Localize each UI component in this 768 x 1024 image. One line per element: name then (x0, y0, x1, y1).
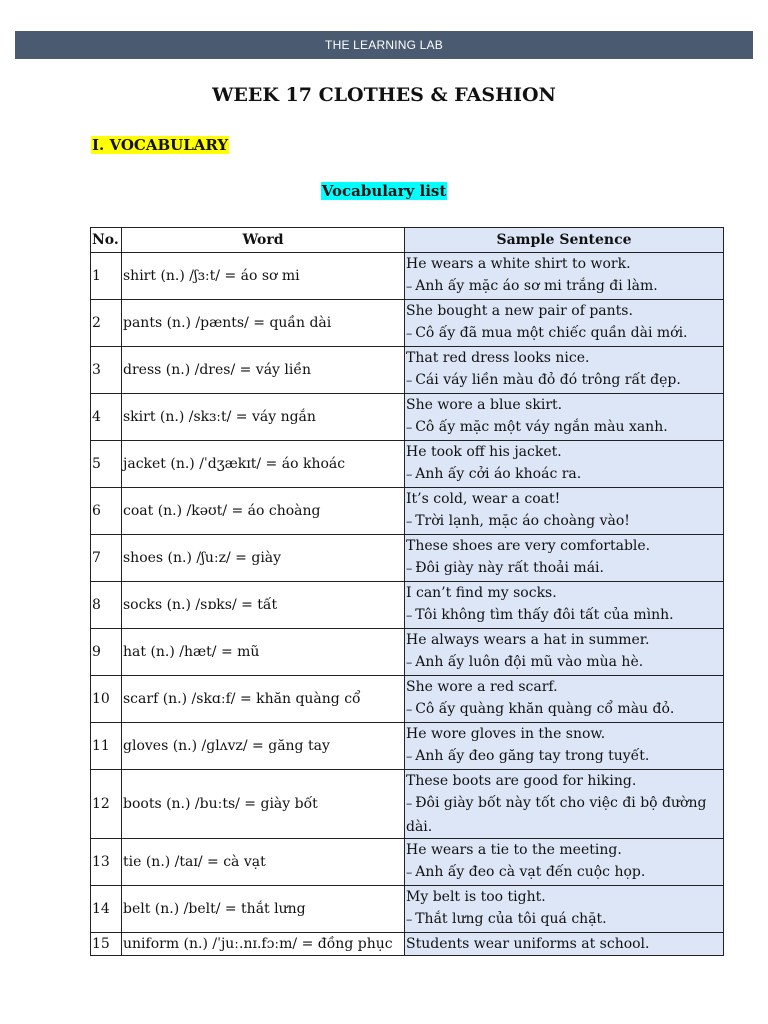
sample-sentence-cell (405, 676, 724, 723)
row-number: 15 (91, 933, 122, 956)
sample-sentence-vietnamese (406, 861, 722, 885)
table-row (91, 723, 724, 770)
sample-sentence-vietnamese (406, 604, 722, 628)
sample-sentence-vietnamese (406, 322, 722, 346)
sample-sentence-vietnamese (406, 792, 722, 838)
vocabulary-word: boots (n.) /buːts/ = giày bốt (122, 770, 405, 839)
sample-sentence-cell (405, 253, 724, 300)
translation-arrow: -- (406, 564, 412, 575)
sample-sentence-english: She wore a blue skirt. (406, 397, 563, 413)
subtitle-container (0, 181, 768, 200)
row-number: 3 (91, 347, 122, 394)
sample-sentence-vietnamese (406, 698, 722, 722)
sample-sentence-cell (405, 441, 724, 488)
sample-sentence-vietnamese (406, 510, 722, 534)
translation-text: Anh ấy mặc áo sơ mi trắng đi làm. (415, 278, 658, 294)
row-number: 14 (91, 886, 122, 933)
sample-sentence-cell (405, 582, 724, 629)
translation-text: Thắt lưng của tôi quá chặt. (415, 911, 607, 927)
translation-text: Đôi giày này rất thoải mái. (415, 560, 604, 576)
sample-sentence-cell (405, 839, 724, 886)
translation-text: Cái váy liền màu đỏ đó trông rất đẹp. (415, 372, 681, 388)
translation-text: Tôi không tìm thấy đôi tất của mình. (415, 607, 674, 623)
row-number: 9 (91, 629, 122, 676)
sample-sentence-vietnamese (406, 745, 722, 769)
translation-arrow: -- (406, 611, 412, 622)
sample-sentence-english: She wore a red scarf. (406, 679, 558, 695)
column-header-no: No. (91, 228, 122, 253)
section-heading: I. VOCABULARY (92, 136, 229, 154)
translation-arrow: -- (406, 799, 412, 810)
vocabulary-word: socks (n.) /sɒks/ = tất (122, 582, 405, 629)
translation-arrow: -- (406, 705, 412, 716)
vocabulary-word: uniform (n.) /ˈjuː.nɪ.fɔːm/ = đồng phục (122, 933, 405, 956)
translation-arrow: -- (406, 868, 412, 879)
table-row (91, 347, 724, 394)
sample-sentence-english: My belt is too tight. (406, 889, 546, 905)
sample-sentence-cell (405, 886, 724, 933)
sample-sentence-vietnamese (406, 369, 722, 393)
column-header-sample-sentence: Sample Sentence (405, 228, 724, 253)
translation-text: Trời lạnh, mặc áo choàng vào! (415, 513, 630, 529)
sample-sentence-cell (405, 300, 724, 347)
translation-arrow: -- (406, 658, 412, 669)
vocabulary-word: hat (n.) /hæt/ = mũ (122, 629, 405, 676)
row-number: 12 (91, 770, 122, 839)
row-number: 1 (91, 253, 122, 300)
translation-text: Anh ấy đeo găng tay trong tuyết. (415, 748, 650, 764)
row-number: 7 (91, 535, 122, 582)
table-row (91, 886, 724, 933)
page-title: WEEK 17 CLOTHES & FASHION (212, 84, 556, 106)
table-row (91, 933, 724, 956)
sample-sentence-vietnamese (406, 275, 722, 299)
table-row (91, 535, 724, 582)
row-number: 2 (91, 300, 122, 347)
vocabulary-word: scarf (n.) /skɑːf/ = khăn quàng cổ (122, 676, 405, 723)
sample-sentence-english: Students wear uniforms at school. (406, 936, 650, 952)
sample-sentence-vietnamese (406, 557, 722, 581)
vocabulary-word: skirt (n.) /skɜːt/ = váy ngắn (122, 394, 405, 441)
vocabulary-table-body (91, 253, 724, 956)
vocabulary-word: jacket (n.) /ˈdʒækɪt/ = áo khoác (122, 441, 405, 488)
sample-sentence-cell (405, 347, 724, 394)
sample-sentence-english: He wears a white shirt to work. (406, 256, 631, 272)
sample-sentence-cell (405, 723, 724, 770)
translation-arrow: -- (406, 423, 412, 434)
sample-sentence-english: That red dress looks nice. (406, 350, 590, 366)
row-number: 4 (91, 394, 122, 441)
translation-text: Cô ấy đã mua một chiếc quần dài mới. (415, 325, 688, 341)
row-number: 8 (91, 582, 122, 629)
translation-text: Anh ấy cởi áo khoác ra. (415, 466, 582, 482)
table-row (91, 253, 724, 300)
sample-sentence-english: I can’t find my socks. (406, 585, 557, 601)
vocabulary-table (90, 227, 724, 956)
sample-sentence-english: These shoes are very comfortable. (406, 538, 651, 554)
sample-sentence-english: He wore gloves in the snow. (406, 726, 606, 742)
sample-sentence-english: He took off his jacket. (406, 444, 562, 460)
sample-sentence-cell (405, 488, 724, 535)
sample-sentence-cell (405, 770, 724, 839)
table-row (91, 300, 724, 347)
row-number: 13 (91, 839, 122, 886)
sample-sentence-english: She bought a new pair of pants. (406, 303, 633, 319)
row-number: 10 (91, 676, 122, 723)
translation-arrow: -- (406, 915, 412, 926)
vocabulary-word: coat (n.) /kəʊt/ = áo choàng (122, 488, 405, 535)
translation-text: Anh ấy luôn đội mũ vào mùa hè. (415, 654, 644, 670)
translation-arrow: -- (406, 470, 412, 481)
translation-text: Đôi giày bốt này tốt cho việc đi bộ đường dài. (406, 795, 707, 835)
sample-sentence-cell (405, 535, 724, 582)
sample-sentence-vietnamese (406, 463, 722, 487)
translation-text: Cô ấy mặc một váy ngắn màu xanh. (415, 419, 668, 435)
vocabulary-word: pants (n.) /pænts/ = quần dài (122, 300, 405, 347)
table-row (91, 394, 724, 441)
sample-sentence-english: These boots are good for hiking. (406, 773, 637, 789)
vocabulary-word: shoes (n.) /ʃuːz/ = giày (122, 535, 405, 582)
translation-arrow: -- (406, 282, 412, 293)
translation-arrow: -- (406, 376, 412, 387)
row-number: 5 (91, 441, 122, 488)
column-header-word: Word (122, 228, 405, 253)
vocabulary-word: belt (n.) /belt/ = thắt lưng (122, 886, 405, 933)
table-row (91, 441, 724, 488)
table-row (91, 582, 724, 629)
translation-arrow: -- (406, 752, 412, 763)
sample-sentence-cell (405, 629, 724, 676)
vocabulary-word: dress (n.) /dres/ = váy liền (122, 347, 405, 394)
row-number: 6 (91, 488, 122, 535)
sample-sentence-english: It’s cold, wear a coat! (406, 491, 561, 507)
row-number: 11 (91, 723, 122, 770)
table-row (91, 488, 724, 535)
translation-arrow: -- (406, 329, 412, 340)
table-row (91, 676, 724, 723)
sample-sentence-vietnamese (406, 908, 722, 932)
header-banner: THE LEARNING LAB (15, 31, 753, 59)
sample-sentence-cell (405, 394, 724, 441)
table-header-row (91, 228, 724, 253)
sample-sentence-english: He always wears a hat in summer. (406, 632, 650, 648)
vocabulary-list-heading: Vocabulary list (321, 182, 447, 200)
vocabulary-word: tie (n.) /taɪ/ = cà vạt (122, 839, 405, 886)
sample-sentence-vietnamese (406, 416, 722, 440)
sample-sentence-english: He wears a tie to the meeting. (406, 842, 622, 858)
vocabulary-word: gloves (n.) /ɡlʌvz/ = găng tay (122, 723, 405, 770)
table-row (91, 770, 724, 839)
table-row (91, 629, 724, 676)
sample-sentence-cell (405, 933, 724, 956)
sample-sentence-vietnamese (406, 651, 722, 675)
translation-arrow: -- (406, 517, 412, 528)
translation-text: Anh ấy đeo cà vạt đến cuộc họp. (415, 864, 646, 880)
vocabulary-word: shirt (n.) /ʃɜːt/ = áo sơ mi (122, 253, 405, 300)
translation-text: Cô ấy quàng khăn quàng cổ màu đỏ. (415, 701, 675, 717)
table-row (91, 839, 724, 886)
